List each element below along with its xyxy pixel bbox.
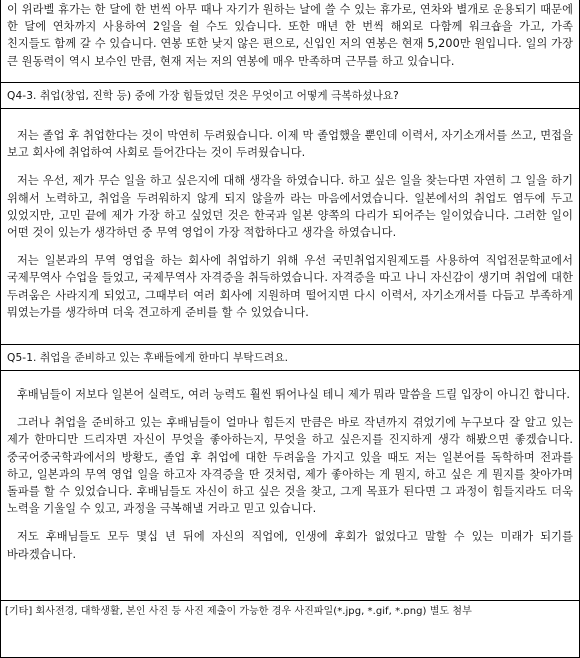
question-text: Q5-1. 취업을 준비하고 있는 후배들에게 한마디 부탁드려요.: [7, 352, 289, 364]
answer-paragraph: 이 위라벨 휴가는 한 달에 한 번씩 아무 때나 자기가 원하는 날에 쓸 수 있는 휴가로, 연차와 별개로 운용되기 때문에 한 달에 연차까지 사용하여 2일을 쉴 수도 있습니다. 또한 매년 한 번씩 해외로 다함께 워크숍을 가고, 가족 친지들도 함께 갈 수 있습니다. 연봉 또한 낮지 않은 편으로, 신입인 저의 연봉은 현재 5,200만 원입니다. 일의 가장 큰 원동력이 역시 보수인 만큼, 현재 저는 저의 연봉에 매우 만족하며 근무를 하고 있습니다.: [7, 3, 573, 68]
question-q4-3: [1, 82, 579, 108]
answer-q5-1: [1, 370, 579, 600]
answer-paragraph: 그러나 취업을 준비하고 있는 후배님들이 얼마나 힘든지 만큼은 바로 작년까지 겪었기에 누구보다 잘 알고 있는 제가 한마디만 드리자면 자신이 무엇을 좋아하는지, 무엇을 하고 싶은지를 진지하게 생각 해봤으면 좋겠습니다. 중국어중국학과에서의 방황도, 졸업 후 취업에 대한 두려움을 가지고 있을 때도 저는 일본어를 독학하며 전과를 하고, 일본과의 무역 영업 일을 하고자 자격증을 딴 것처럼, 제가 좋아하는 게 뭔지, 하고 싶은 게 뭔지를 찾아가며 돌파를 할 수 있었습니다. 후배님들도 자신이 하고 싶은 것을 찾고, 그게 목표가 된다면 그 과정이 힘들지라도 더욱 노력을 기울일 수 있고, 과정을 극복해낼 거라고 믿고 있습니다.: [7, 416, 573, 516]
question-text: Q4-3. 취업(창업, 진학 등) 중에 가장 힘들었던 것은 무엇이고 어떻게 극복하셨나요?: [7, 90, 399, 102]
attachment-note: [1, 600, 579, 618]
question-q5-1: [1, 344, 579, 370]
answer-paragraph: 저는 우선, 제가 무슨 일을 하고 싶은지에 대해 생각을 하였습니다. 하고 싶은 일을 찾는다면 자연히 그 일을 하기 위해서 노력하고, 취업을 두려워하지 않게 되지 않을까 라는 마음에서였습니다. 일본에서의 취업도 염두에 두고 있었지만, 고민 끝에 제가 가장 하고 싶었던 것은 한국과 일본 양쪽의 다리가 되어주는 일이었습니다. 그러한 일이 어떤 것이 있는가 생각하던 중 무역 영업이 가장 적합하다고 생각을 하였습니다.: [7, 174, 573, 240]
answer-paragraph: 저는 일본과의 무역 영업을 하는 회사에 취업하기 위해 우선 국민취업지원제도를 사용하여 직업전문학교에서 국제무역사 수업을 들었고, 국제무역사 자격증을 취득하였습니다. 자격증을 따고 나니 자신감이 생기며 취업에 대한 두려움은 사라지게 되었고, 그때부터 여러 회사에 지원하며 떨어지면 다시 이력서, 자기소개서를 다듬고 부족하게 뭐였는가를 생각하며 더욱 견고하게 준비를 할 수 있었습니다.: [7, 254, 573, 319]
attachment-note-text: [기타] 회사전경, 대학생활, 본인 사진 등 사진 제출이 가능한 경우 사진파일(*.jpg, *.gif, *.png) 별도 첨부: [5, 606, 472, 617]
answer-q4-3: [1, 108, 579, 344]
answer-paragraph: 저는 졸업 후 취업한다는 것이 막연히 두려웠습니다. 이제 막 졸업했을 뿐인데 이력서, 자기소개서를 쓰고, 면접을 보고 회사에 취업하여 사회로 들어간다는 것이 두려웠습니다.: [7, 129, 573, 160]
answer-q4-2-continued: [1, 0, 579, 82]
answer-paragraph: 저도 후배님들도 모두 몇십 년 뒤에 자신의 직업에, 인생에 후회가 없었다고 말할 수 있는 미래가 되기를 바라겠습니다.: [7, 530, 573, 561]
answer-paragraph: 후배님들이 저보다 일본어 실력도, 여러 능력도 훨씬 뛰어나실 테니 제가 뭐라 말씀을 드릴 입장이 아니긴 합니다.: [17, 388, 570, 401]
